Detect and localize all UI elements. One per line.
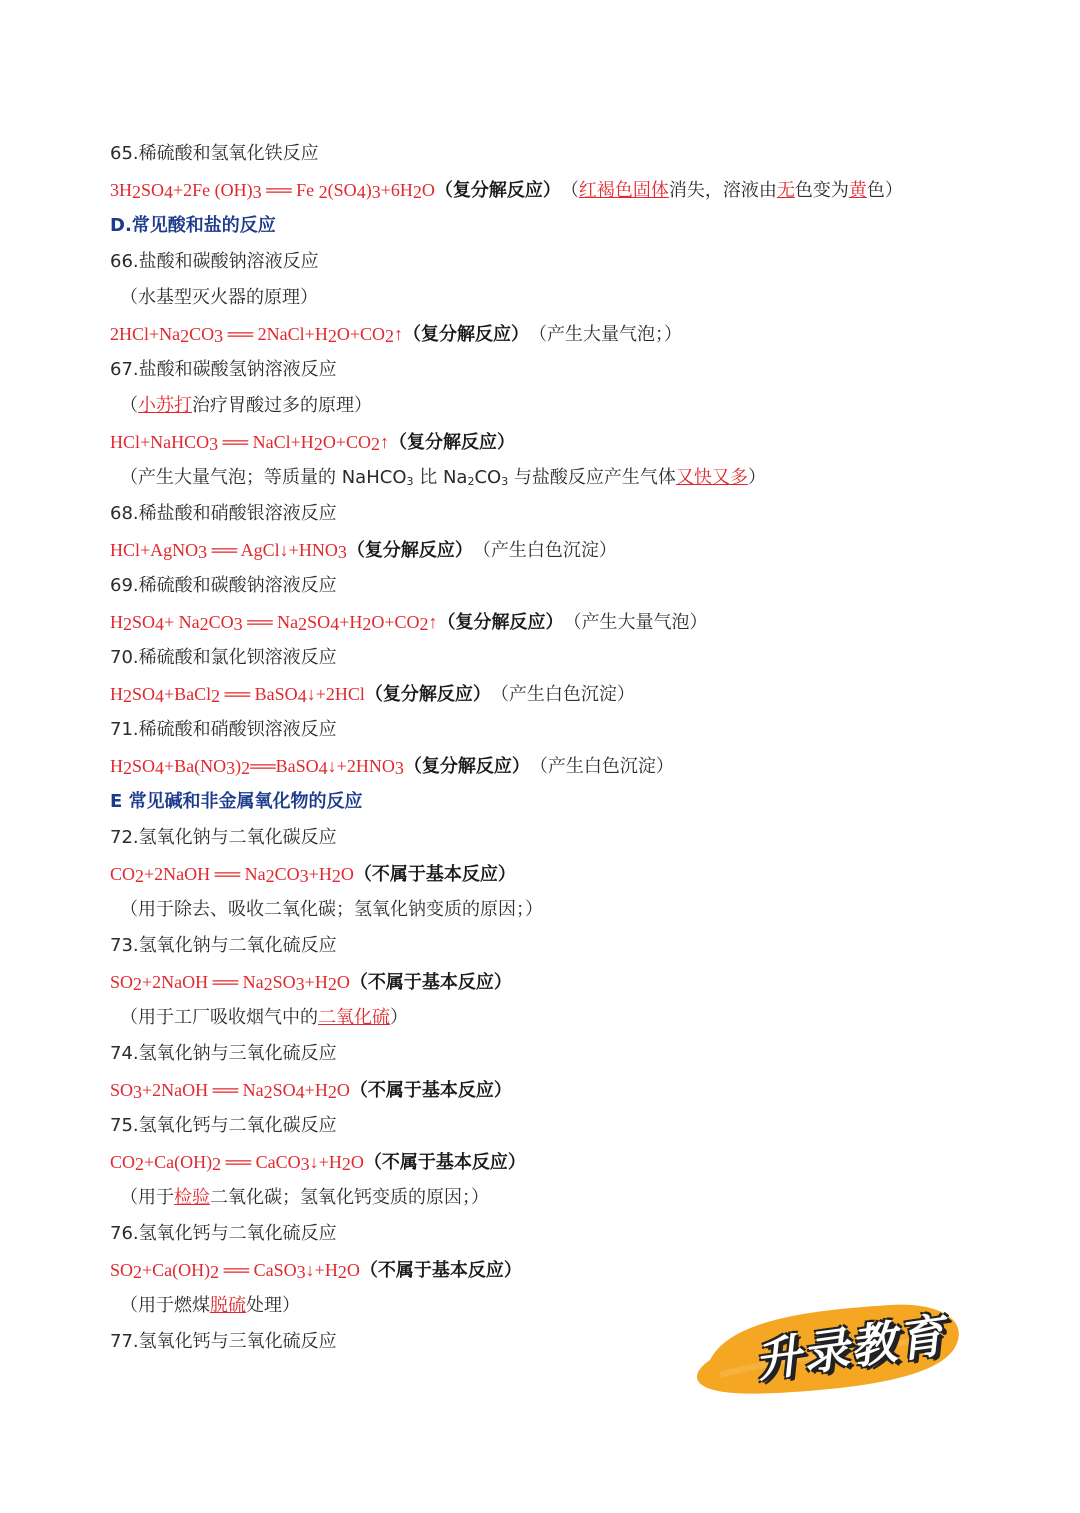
text-segment: 3 bbox=[296, 1262, 306, 1282]
reaction-type: （复分解反应） bbox=[434, 180, 552, 201]
reaction-note bbox=[110, 280, 1010, 316]
text-segment: 3 bbox=[226, 758, 236, 778]
text-segment: 3 bbox=[214, 326, 224, 346]
text-segment: 色） bbox=[866, 180, 903, 201]
text-segment: 2 bbox=[180, 326, 190, 346]
keyword-underlined: 脱硫 bbox=[210, 1295, 246, 1316]
keyword-underlined: 检验 bbox=[174, 1187, 210, 1208]
text-segment: ══ BaSO bbox=[220, 684, 298, 704]
text-segment: ══ CaSO bbox=[219, 1260, 297, 1280]
reaction-note bbox=[110, 1180, 1010, 1216]
text-segment: （用于除去、吸收二氧化碳；氢氧化钠变质的原因；） bbox=[120, 899, 543, 920]
reaction-title: 68.稀盐酸和硝酸银溶液反应 bbox=[110, 503, 337, 524]
text-segment: CO bbox=[110, 1152, 136, 1172]
text-segment: +Ca(OH) bbox=[142, 1260, 211, 1280]
keyword-underlined: 无 bbox=[776, 180, 795, 201]
text-segment: ） bbox=[747, 467, 766, 488]
text-segment: 3 bbox=[337, 542, 347, 562]
text-segment: 3 bbox=[133, 1082, 143, 1102]
keyword-underlined: 又快又多 bbox=[675, 467, 748, 488]
text-segment: （用于燃煤 bbox=[120, 1295, 210, 1316]
reaction-title: 67.盐酸和碳酸氢钠溶液反应 bbox=[110, 359, 337, 380]
chemical-equation bbox=[110, 856, 1010, 892]
text-segment: O bbox=[336, 1080, 350, 1100]
document-body bbox=[110, 136, 1010, 1360]
text-segment: 3 bbox=[295, 974, 305, 994]
reaction-type: （复分解反应） bbox=[402, 324, 520, 345]
text-segment: 2 bbox=[419, 614, 429, 634]
text-segment: ) bbox=[235, 756, 242, 776]
keyword-underlined: 红褐色固体 bbox=[578, 180, 669, 201]
text-segment: （产生大量气泡） bbox=[554, 612, 708, 633]
reaction-type: （不属于基本反应） bbox=[359, 1260, 522, 1281]
text-segment: ↓+2HCl bbox=[306, 684, 365, 704]
reaction-title: 73.氢氧化钠与二氧化硫反应 bbox=[110, 935, 337, 956]
text-segment: +2NaOH ══ Na bbox=[142, 1080, 264, 1100]
text-segment: SO bbox=[110, 1080, 134, 1100]
text-segment: O+CO bbox=[322, 432, 371, 452]
text-segment: H bbox=[110, 756, 123, 776]
text-segment: 3 bbox=[371, 182, 381, 202]
text-segment: SO bbox=[141, 180, 165, 200]
reaction-type: （不属于基本反应） bbox=[353, 864, 516, 885]
reaction-type: （复分解反应） bbox=[437, 612, 555, 633]
text-segment: (SO bbox=[327, 180, 357, 200]
text-segment: ══ NaCl+H bbox=[218, 432, 314, 452]
reaction-title: 77.氢氧化钙与三氧化硫反应 bbox=[110, 1331, 337, 1352]
chemical-equation bbox=[110, 676, 1010, 712]
text-segment: 3H bbox=[110, 180, 132, 200]
text-segment: ↑ bbox=[428, 612, 438, 632]
text-segment: 与盐酸反应产生气体 bbox=[508, 467, 676, 488]
text-segment: +H bbox=[304, 1080, 328, 1100]
reaction-type: （复分解反应） bbox=[403, 756, 521, 777]
reaction-title: 69.稀硫酸和碳酸钠溶液反应 bbox=[110, 575, 337, 596]
text-segment: +BaCl bbox=[164, 684, 212, 704]
text-segment: 2 bbox=[327, 1082, 337, 1102]
text-segment: CO bbox=[208, 612, 234, 632]
text-segment: 4 bbox=[155, 614, 165, 634]
text-segment: 二氧化碳；氢氧化钙变质的原因；） bbox=[210, 1187, 489, 1208]
reaction-type: （不属于基本反应） bbox=[363, 1152, 526, 1173]
reaction-type: （复分解反应） bbox=[364, 684, 482, 705]
text-segment: ↓+H bbox=[305, 1260, 338, 1280]
text-segment: 2 bbox=[123, 758, 132, 778]
text-segment: 4 bbox=[330, 614, 340, 634]
text-segment: ) bbox=[365, 180, 372, 200]
text-segment: 处理） bbox=[246, 1295, 300, 1316]
reaction-note bbox=[110, 892, 1010, 928]
text-segment: ══ Na bbox=[242, 612, 299, 632]
chemical-equation bbox=[110, 316, 1010, 352]
chemical-equation bbox=[110, 172, 1010, 208]
text-segment: 3 bbox=[501, 475, 509, 488]
text-segment: 2 bbox=[384, 326, 394, 346]
text-segment: ══ Fe bbox=[261, 180, 319, 200]
text-segment: 4 bbox=[164, 182, 174, 202]
text-segment: 2 bbox=[133, 974, 143, 994]
reaction-note bbox=[110, 1000, 1010, 1036]
text-segment: SO bbox=[110, 972, 134, 992]
text-segment: ══ AgCl↓+HNO bbox=[207, 540, 338, 560]
text-segment: 治疗胃酸过多的原理） bbox=[192, 395, 372, 416]
text-segment: 2 bbox=[327, 974, 337, 994]
text-segment: 4 bbox=[155, 686, 165, 706]
text-segment: 2 bbox=[341, 1154, 351, 1174]
text-segment: （ bbox=[120, 395, 138, 416]
text-segment: 2 bbox=[327, 326, 337, 346]
section-heading: E 常见碱和非金属氧化物的反应 bbox=[110, 791, 363, 812]
section-heading: D.常见酸和盐的反应 bbox=[110, 215, 276, 236]
watermark-text: 升录教育 bbox=[751, 1307, 950, 1389]
text-segment: 2 bbox=[331, 866, 341, 886]
text-segment: （用于 bbox=[120, 1187, 174, 1208]
text-segment: 色变为 bbox=[794, 180, 849, 201]
text-segment: （产生白色沉淀） bbox=[463, 540, 617, 561]
text-segment: +2NaOH ══ Na bbox=[144, 864, 266, 884]
text-segment: 2 bbox=[123, 686, 132, 706]
text-segment: SO bbox=[132, 756, 156, 776]
text-segment: （产生白色沉淀） bbox=[520, 756, 674, 777]
text-segment: 2 bbox=[133, 1262, 143, 1282]
text-segment: O bbox=[346, 1260, 360, 1280]
chemical-equation bbox=[110, 532, 1010, 568]
text-segment: 3 bbox=[300, 1154, 310, 1174]
text-segment: 消失，溶液由 bbox=[668, 180, 777, 201]
keyword-underlined: 黄 bbox=[848, 180, 867, 201]
keyword-underlined: 小苏打 bbox=[138, 395, 192, 416]
chemical-equation bbox=[110, 964, 1010, 1000]
text-segment: 2 bbox=[263, 974, 273, 994]
text-segment: 4 bbox=[318, 758, 328, 778]
chemical-equation bbox=[110, 604, 1010, 640]
text-segment: SO bbox=[110, 1260, 134, 1280]
text-segment: 2 bbox=[337, 1262, 347, 1282]
text-segment: 3 bbox=[252, 182, 262, 202]
text-segment: O+CO bbox=[371, 612, 420, 632]
text-segment: （产生大量气泡；） bbox=[519, 324, 682, 345]
reaction-type: （不属于基本反应） bbox=[349, 972, 512, 993]
text-segment: SO bbox=[132, 684, 156, 704]
text-segment: （水基型灭火器的原理） bbox=[120, 287, 318, 308]
text-segment: 2 bbox=[123, 614, 132, 634]
reaction-title: 76.氢氧化钙与二氧化硫反应 bbox=[110, 1223, 337, 1244]
text-segment: 4 bbox=[297, 686, 307, 706]
text-segment: ） bbox=[390, 1007, 408, 1028]
text-segment: +2Fe (OH) bbox=[173, 180, 253, 200]
reaction-title: 70.稀硫酸和氯化钡溶液反应 bbox=[110, 647, 337, 668]
text-segment: CO bbox=[474, 467, 502, 488]
text-segment: SO bbox=[272, 1080, 296, 1100]
text-segment: 2 bbox=[135, 1154, 145, 1174]
text-segment: 2 bbox=[135, 866, 145, 886]
text-segment: ↓+H bbox=[309, 1152, 342, 1172]
text-segment: CO bbox=[274, 864, 300, 884]
text-segment: （产生大量气泡；等质量的 NaHCO bbox=[120, 467, 407, 488]
text-segment: （用于工厂吸收烟气中的 bbox=[120, 1007, 318, 1028]
chemical-equation bbox=[110, 1072, 1010, 1108]
text-segment: H bbox=[110, 612, 123, 632]
text-segment: （ bbox=[551, 180, 579, 201]
reaction-title: 72.氢氧化钠与二氧化碳反应 bbox=[110, 827, 337, 848]
text-segment: ══ CaCO bbox=[221, 1152, 301, 1172]
text-segment: 2 bbox=[132, 182, 141, 202]
text-segment: 3 bbox=[233, 614, 243, 634]
text-segment: 3 bbox=[394, 758, 404, 778]
text-segment: SO bbox=[307, 612, 331, 632]
text-segment: ↑ bbox=[393, 324, 403, 344]
text-segment: +H bbox=[308, 864, 332, 884]
text-segment: + Na bbox=[164, 612, 200, 632]
text-segment: 3 bbox=[299, 866, 309, 886]
text-segment: HCl+AgNO bbox=[110, 540, 199, 560]
text-segment: 2HCl+Na bbox=[110, 324, 181, 344]
text-segment: +6H bbox=[380, 180, 413, 200]
chemical-equation bbox=[110, 748, 1010, 784]
text-segment: O bbox=[336, 972, 350, 992]
text-segment: 4 bbox=[356, 182, 366, 202]
text-segment: 2 bbox=[263, 1082, 273, 1102]
text-segment: +H bbox=[339, 612, 363, 632]
reaction-type: （复分解反应） bbox=[346, 540, 464, 561]
text-segment: 2 bbox=[241, 758, 251, 778]
reaction-type: （复分解反应） bbox=[388, 432, 515, 453]
text-segment: O bbox=[350, 1152, 364, 1172]
text-segment: 2 bbox=[370, 434, 380, 454]
text-segment: CO bbox=[189, 324, 215, 344]
text-segment: +2NaOH ══ Na bbox=[142, 972, 264, 992]
text-segment: +Ba(NO bbox=[164, 756, 227, 776]
text-segment: ↓+2HNO bbox=[327, 756, 395, 776]
keyword-underlined: 二氧化硫 bbox=[318, 1007, 390, 1028]
text-segment: ↑ bbox=[379, 432, 389, 452]
text-segment: 比 Na bbox=[413, 467, 468, 488]
text-segment: 2 bbox=[210, 1262, 220, 1282]
chemical-equation bbox=[110, 1252, 1010, 1288]
chemical-equation bbox=[110, 1144, 1010, 1180]
chemical-equation bbox=[110, 424, 1010, 460]
text-segment: O bbox=[340, 864, 354, 884]
text-segment: +Ca(OH) bbox=[144, 1152, 213, 1172]
text-segment: 2 bbox=[212, 1154, 222, 1174]
text-segment: 3 bbox=[406, 475, 414, 488]
text-segment: CO bbox=[110, 864, 136, 884]
text-segment: 2 bbox=[412, 182, 422, 202]
text-segment: 4 bbox=[295, 1082, 305, 1102]
text-segment: 2 bbox=[318, 182, 328, 202]
reaction-title: 66.盐酸和碳酸钠溶液反应 bbox=[110, 251, 319, 272]
text-segment: HCl+NaHCO bbox=[110, 432, 210, 452]
text-segment: 2 bbox=[265, 866, 275, 886]
text-segment: 3 bbox=[209, 434, 219, 454]
text-segment: 2 bbox=[313, 434, 323, 454]
text-segment: H bbox=[110, 684, 123, 704]
text-segment: 2 bbox=[298, 614, 308, 634]
text-segment: （产生白色沉淀） bbox=[481, 684, 635, 705]
text-segment: ══BaSO bbox=[250, 756, 319, 776]
text-segment: 2 bbox=[211, 686, 221, 706]
text-segment: SO bbox=[272, 972, 296, 992]
reaction-type: （不属于基本反应） bbox=[349, 1080, 512, 1101]
text-segment: +H bbox=[304, 972, 328, 992]
reaction-title: 65.稀硫酸和氢氧化铁反应 bbox=[110, 143, 319, 164]
text-segment: ══ 2NaCl+H bbox=[223, 324, 328, 344]
reaction-note bbox=[110, 460, 1010, 496]
text-segment: 2 bbox=[467, 475, 475, 488]
reaction-title: 71.稀硫酸和硝酸钡溶液反应 bbox=[110, 719, 337, 740]
reaction-title: 74.氢氧化钠与三氧化硫反应 bbox=[110, 1043, 337, 1064]
text-segment: 3 bbox=[198, 542, 208, 562]
text-segment: 2 bbox=[362, 614, 372, 634]
text-segment: SO bbox=[132, 612, 156, 632]
reaction-note bbox=[110, 388, 1010, 424]
text-segment: 2 bbox=[199, 614, 209, 634]
text-segment: 4 bbox=[155, 758, 165, 778]
text-segment: O bbox=[421, 180, 435, 200]
reaction-title: 75.氢氧化钙与二氧化碳反应 bbox=[110, 1115, 337, 1136]
text-segment: O+CO bbox=[336, 324, 385, 344]
